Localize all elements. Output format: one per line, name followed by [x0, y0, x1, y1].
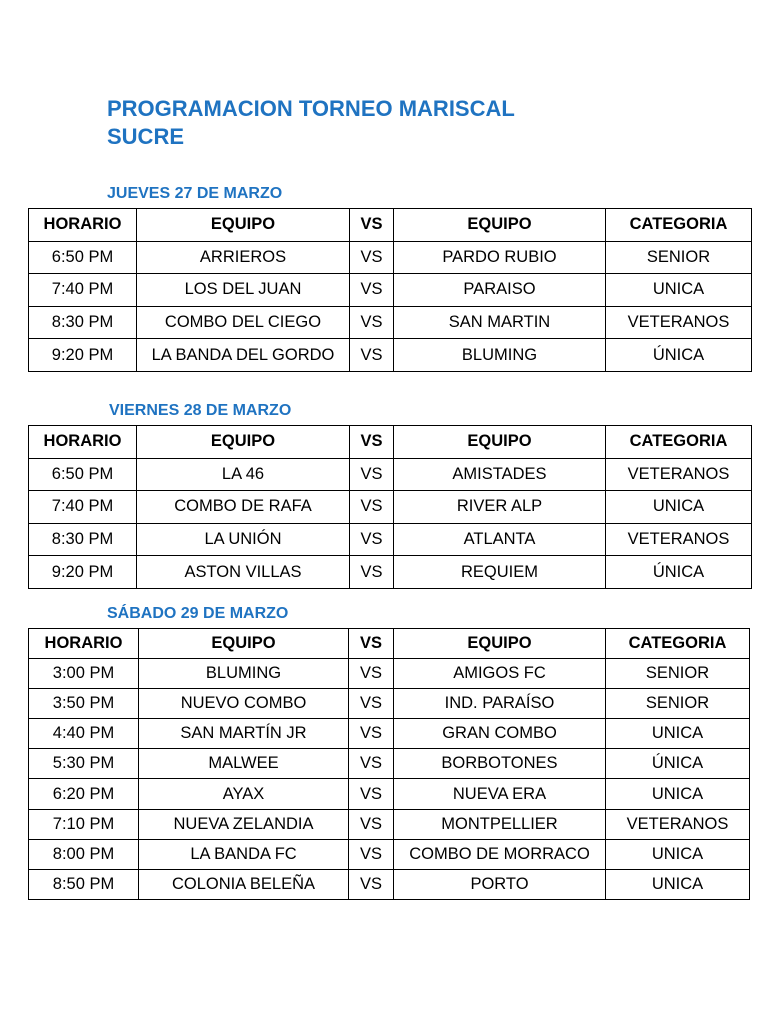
cell-equipo-local: LOS DEL JUAN: [137, 274, 350, 307]
table-row: [29, 491, 752, 524]
day-label-sabado: SÁBADO 29 DE MARZO: [107, 605, 289, 622]
table-row: [29, 274, 752, 307]
cell-equipo-visitante: BLUMING: [394, 339, 606, 372]
table-row: [29, 556, 752, 589]
table-row: [29, 458, 752, 491]
cell-equipo-visitante: COMBO DE MORRACO: [394, 839, 606, 869]
cell-equipo-visitante: MONTPELLIER: [394, 809, 606, 839]
cell-horario: 4:40 PM: [29, 719, 139, 749]
cell-horario: 3:00 PM: [29, 659, 139, 689]
cell-vs: VS: [349, 659, 394, 689]
table-header-row: [29, 426, 752, 459]
cell-equipo-local: LA BANDA DEL GORDO: [137, 339, 350, 372]
cell-equipo-visitante: NUEVA ERA: [394, 779, 606, 809]
header-equipo-visitante: EQUIPO: [394, 209, 606, 242]
cell-vs: VS: [349, 719, 394, 749]
cell-horario: 6:20 PM: [29, 779, 139, 809]
cell-categoria: VETERANOS: [606, 809, 750, 839]
table-row: [29, 749, 750, 779]
cell-vs: VS: [349, 779, 394, 809]
cell-equipo-visitante: PARDO RUBIO: [394, 241, 606, 274]
header-equipo-local: EQUIPO: [137, 426, 350, 459]
header-horario: HORARIO: [29, 209, 137, 242]
cell-vs: VS: [350, 339, 394, 372]
cell-vs: VS: [350, 523, 394, 556]
cell-horario: 9:20 PM: [29, 339, 137, 372]
cell-categoria: VETERANOS: [606, 458, 752, 491]
cell-categoria: UNICA: [606, 719, 750, 749]
cell-categoria: SENIOR: [606, 659, 750, 689]
cell-equipo-visitante: PARAISO: [394, 274, 606, 307]
cell-equipo-visitante: AMIGOS FC: [394, 659, 606, 689]
table-row: [29, 719, 750, 749]
schedule-table-sabado: [28, 628, 750, 900]
cell-vs: VS: [350, 241, 394, 274]
cell-horario: 5:30 PM: [29, 749, 139, 779]
cell-equipo-local: LA BANDA FC: [139, 839, 349, 869]
cell-horario: 7:40 PM: [29, 274, 137, 307]
cell-equipo-local: NUEVA ZELANDIA: [139, 809, 349, 839]
cell-horario: 6:50 PM: [29, 458, 137, 491]
day-label-viernes: VIERNES 28 DE MARZO: [109, 402, 292, 419]
cell-equipo-visitante: BORBOTONES: [394, 749, 606, 779]
page-title: PROGRAMACION TORNEO MARISCAL SUCRE: [107, 96, 515, 149]
cell-vs: VS: [349, 809, 394, 839]
table-header-row: [29, 629, 750, 659]
cell-equipo-local: MALWEE: [139, 749, 349, 779]
cell-horario: 8:50 PM: [29, 869, 139, 899]
table-row: [29, 339, 752, 372]
cell-horario: 8:30 PM: [29, 306, 137, 339]
table-row: [29, 869, 750, 899]
cell-categoria: UNICA: [606, 869, 750, 899]
cell-categoria: UNICA: [606, 839, 750, 869]
cell-vs: VS: [350, 556, 394, 589]
table-row: [29, 659, 750, 689]
cell-equipo-local: AYAX: [139, 779, 349, 809]
cell-categoria: ÚNICA: [606, 339, 752, 372]
cell-equipo-local: BLUMING: [139, 659, 349, 689]
table-row: [29, 241, 752, 274]
cell-equipo-visitante: REQUIEM: [394, 556, 606, 589]
header-categoria: CATEGORIA: [606, 209, 752, 242]
cell-categoria: UNICA: [606, 274, 752, 307]
cell-vs: VS: [350, 491, 394, 524]
cell-horario: 8:30 PM: [29, 523, 137, 556]
table-row: [29, 689, 750, 719]
cell-horario: 7:40 PM: [29, 491, 137, 524]
cell-vs: VS: [350, 274, 394, 307]
table-header-row: [29, 209, 752, 242]
table-row: [29, 779, 750, 809]
header-equipo-local: EQUIPO: [137, 209, 350, 242]
cell-equipo-visitante: IND. PARAÍSO: [394, 689, 606, 719]
cell-categoria: ÚNICA: [606, 749, 750, 779]
cell-categoria: UNICA: [606, 779, 750, 809]
cell-equipo-local: ASTON VILLAS: [137, 556, 350, 589]
cell-equipo-local: LA 46: [137, 458, 350, 491]
cell-equipo-visitante: PORTO: [394, 869, 606, 899]
cell-vs: VS: [349, 749, 394, 779]
cell-vs: VS: [349, 839, 394, 869]
cell-equipo-local: COLONIA BELEÑA: [139, 869, 349, 899]
header-vs: VS: [350, 209, 394, 242]
cell-equipo-local: ARRIEROS: [137, 241, 350, 274]
cell-vs: VS: [350, 458, 394, 491]
cell-equipo-visitante: RIVER ALP: [394, 491, 606, 524]
header-horario: HORARIO: [29, 629, 139, 659]
cell-equipo-visitante: AMISTADES: [394, 458, 606, 491]
cell-categoria: VETERANOS: [606, 306, 752, 339]
cell-horario: 7:10 PM: [29, 809, 139, 839]
cell-equipo-local: SAN MARTÍN JR: [139, 719, 349, 749]
day-label-jueves: JUEVES 27 DE MARZO: [107, 185, 283, 202]
cell-horario: 8:00 PM: [29, 839, 139, 869]
cell-categoria: UNICA: [606, 491, 752, 524]
cell-equipo-local: COMBO DEL CIEGO: [137, 306, 350, 339]
cell-categoria: ÚNICA: [606, 556, 752, 589]
header-equipo-visitante: EQUIPO: [394, 426, 606, 459]
cell-horario: 3:50 PM: [29, 689, 139, 719]
header-vs: VS: [349, 629, 394, 659]
header-categoria: CATEGORIA: [606, 426, 752, 459]
cell-vs: VS: [349, 689, 394, 719]
header-horario: HORARIO: [29, 426, 137, 459]
cell-equipo-local: NUEVO COMBO: [139, 689, 349, 719]
table-row: [29, 809, 750, 839]
cell-equipo-visitante: ATLANTA: [394, 523, 606, 556]
cell-equipo-local: COMBO DE RAFA: [137, 491, 350, 524]
table-row: [29, 839, 750, 869]
schedule-table-jueves: [28, 208, 752, 372]
header-vs: VS: [350, 426, 394, 459]
cell-categoria: SENIOR: [606, 241, 752, 274]
cell-vs: VS: [349, 869, 394, 899]
cell-horario: 6:50 PM: [29, 241, 137, 274]
table-row: [29, 306, 752, 339]
cell-categoria: SENIOR: [606, 689, 750, 719]
cell-equipo-visitante: SAN MARTIN: [394, 306, 606, 339]
cell-categoria: VETERANOS: [606, 523, 752, 556]
header-categoria: CATEGORIA: [606, 629, 750, 659]
schedule-table-viernes: [28, 425, 752, 589]
header-equipo-local: EQUIPO: [139, 629, 349, 659]
cell-equipo-visitante: GRAN COMBO: [394, 719, 606, 749]
header-equipo-visitante: EQUIPO: [394, 629, 606, 659]
cell-horario: 9:20 PM: [29, 556, 137, 589]
table-row: [29, 523, 752, 556]
cell-equipo-local: LA UNIÓN: [137, 523, 350, 556]
cell-vs: VS: [350, 306, 394, 339]
